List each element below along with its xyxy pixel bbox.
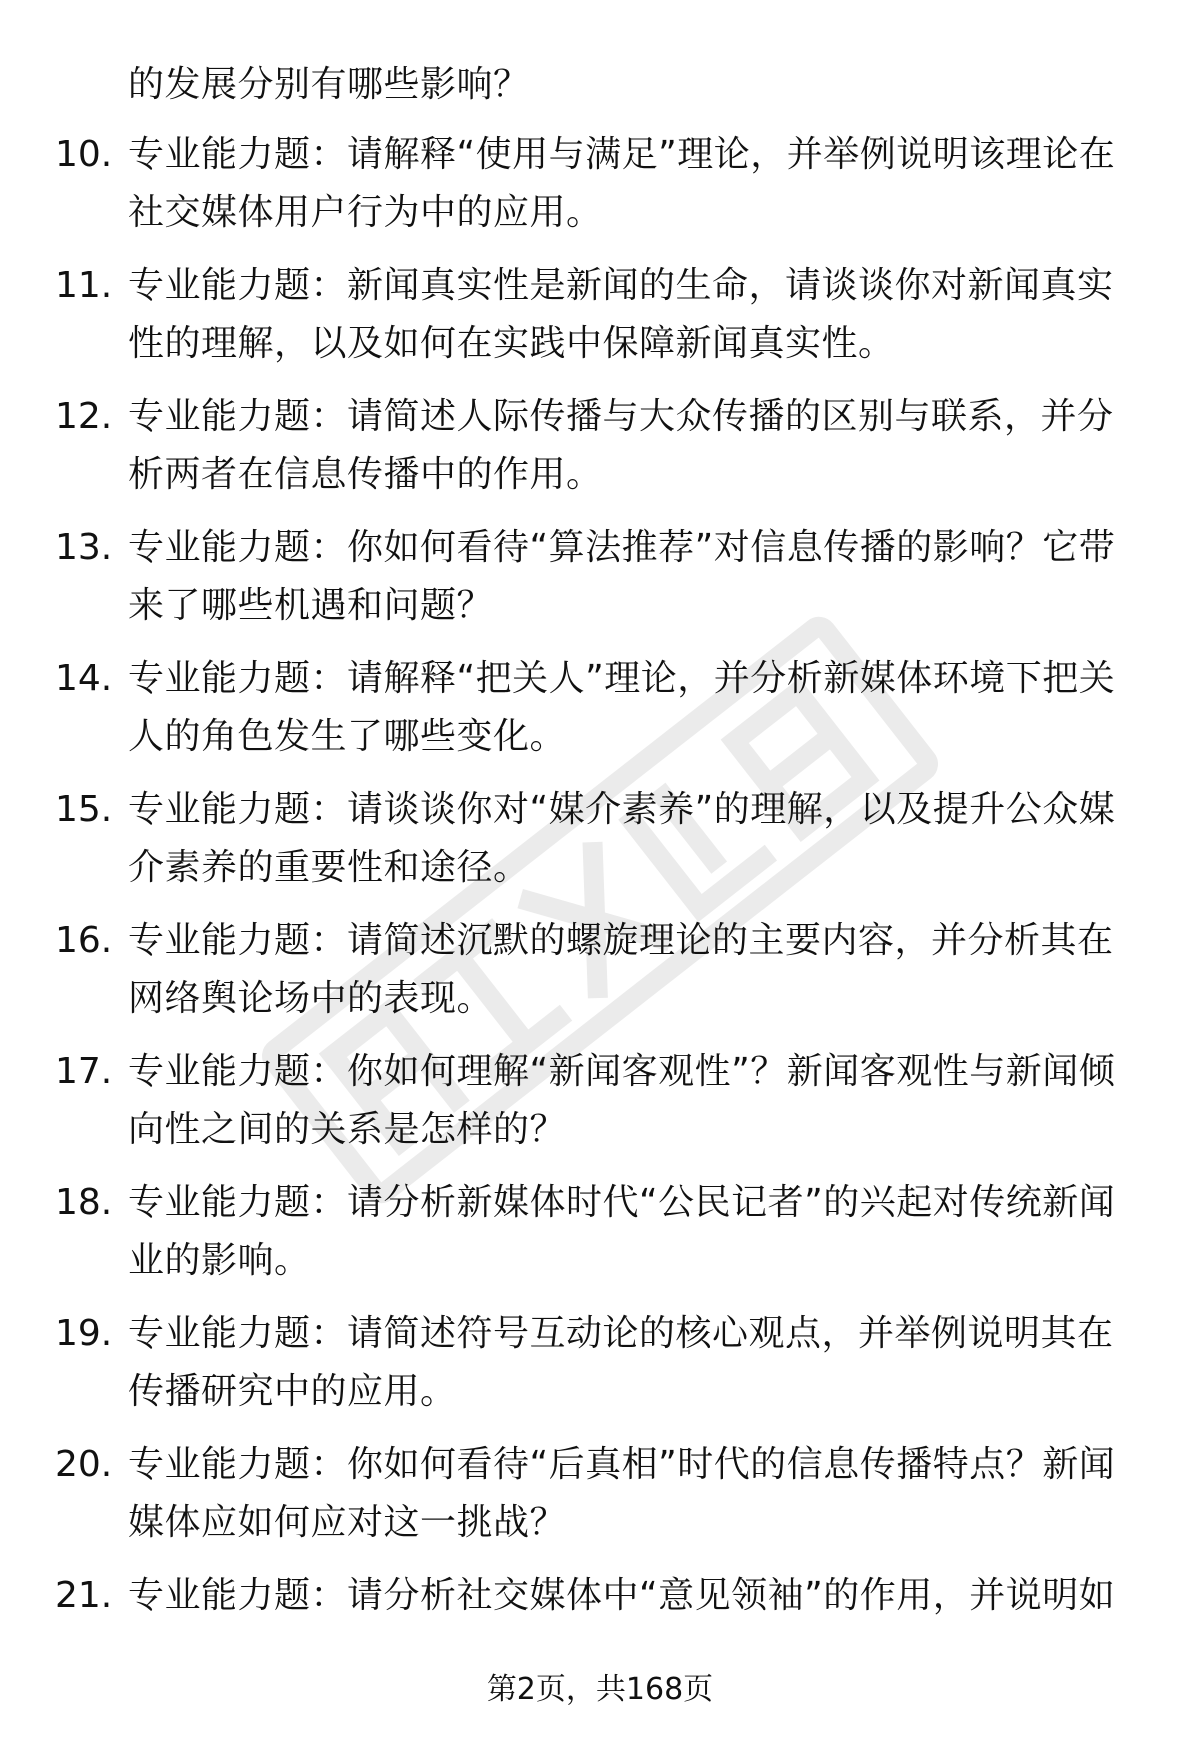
question-number: 14. — [55, 658, 113, 699]
question-number: 11. — [55, 265, 113, 306]
question-item — [0, 388, 1200, 519]
question-item — [0, 1174, 1200, 1305]
question-number: 15. — [55, 789, 113, 830]
continued-question-fragment — [0, 56, 1200, 126]
question-number: 10. — [55, 134, 113, 175]
question-item — [0, 1043, 1200, 1174]
question-item — [0, 1305, 1200, 1436]
question-text: 专业能力题：你如何看待“算法推荐”对信息传播的影响？它带来了哪些机遇和问题？ — [128, 527, 1116, 626]
question-number: 19. — [55, 1313, 113, 1354]
question-text: 专业能力题：请简述符号互动论的核心观点，并举例说明其在传播研究中的应用。 — [128, 1313, 1114, 1412]
question-number: 17. — [55, 1051, 113, 1092]
question-item — [0, 912, 1200, 1043]
question-number: 16. — [55, 920, 113, 961]
question-text: 专业能力题：请简述人际传播与大众传播的区别与联系，并分析两者在信息传播中的作用。 — [128, 396, 1114, 495]
question-text: 专业能力题：请分析新媒体时代“公民记者”的兴起对传统新闻业的影响。 — [128, 1182, 1116, 1281]
question-text: 专业能力题：请谈谈你对“媒介素养”的理解，以及提升公众媒介素养的重要性和途径。 — [128, 789, 1116, 888]
question-text: 专业能力题：请解释“使用与满足”理论，并举例说明该理论在社交媒体用户行为中的应用。 — [128, 134, 1116, 233]
question-number: 12. — [55, 396, 113, 437]
question-text: 专业能力题：新闻真实性是新闻的生命，请谈谈你对新闻真实性的理解，以及如何在实践中保障新闻真实性。 — [128, 265, 1114, 364]
question-text: 专业能力题：请简述沉默的螺旋理论的主要内容，并分析其在网络舆论场中的表现。 — [128, 920, 1114, 1019]
question-item — [0, 126, 1200, 257]
question-text: 专业能力题：请分析社交媒体中“意见领袖”的作用，并说明如 — [128, 1575, 1116, 1616]
question-item — [0, 519, 1200, 650]
question-item — [0, 781, 1200, 912]
question-text: 专业能力题：你如何看待“后真相”时代的信息传播特点？新闻媒体应如何应对这一挑战？ — [128, 1444, 1116, 1543]
question-list — [0, 56, 1200, 1698]
question-number: 20. — [55, 1444, 113, 1485]
question-item — [0, 257, 1200, 388]
page-footer: 第2页，共168页 — [486, 1672, 714, 1707]
question-number: 21. — [55, 1575, 113, 1616]
question-item — [0, 1436, 1200, 1567]
question-text: 专业能力题：你如何理解“新闻客观性”？新闻客观性与新闻倾向性之间的关系是怎样的？ — [128, 1051, 1116, 1150]
continued-text: 的发展分别有哪些影响？ — [128, 64, 530, 105]
question-number: 18. — [55, 1182, 113, 1223]
question-item — [0, 650, 1200, 781]
question-number: 13. — [55, 527, 113, 568]
question-text: 专业能力题：请解释“把关人”理论，并分析新媒体环境下把关人的角色发生了哪些变化。 — [128, 658, 1116, 757]
